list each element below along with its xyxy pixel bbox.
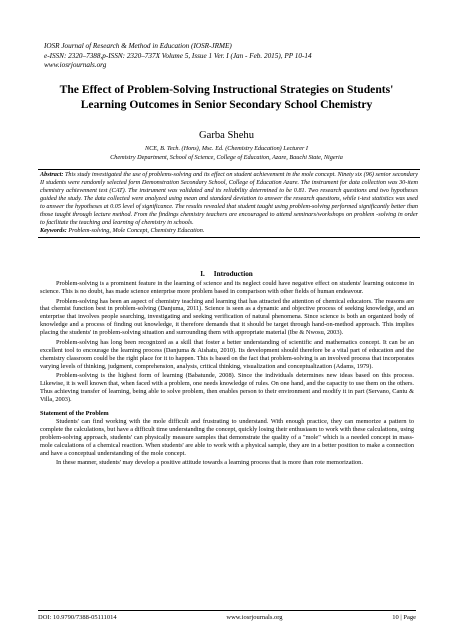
statement-heading: Statement of the Problem — [40, 410, 109, 418]
author-affiliation-block — [30, 145, 423, 162]
keywords-text: Problem-solving, Mole Concept, Chemistry Education. — [68, 227, 205, 235]
author-affiliation: Chemistry Department, School of Science, College of Education, Azare, Bauchi State, Nigeria — [110, 153, 343, 161]
author-name: Garba Shehu — [198, 130, 254, 141]
journal-issn: e-ISSN: 2320–7388,p-ISSN: 2320–737X Volume 5, Issue 1 Ver. I (Jan - Feb. 2015), PP 10-14 — [44, 51, 312, 60]
intro-paragraph-2: Problem-solving has been an aspect of chemistry teaching and learning that has attracted the attention of chemical educators. The reasons are that chemist function best in problem-solving (Danjuma, 2011). Science is seen as a dynamic and objective process of seeking knowledge, and an enterprise that involves people searching, investigating and seeking verification of natural phenomena. Since science is both an organized body of knowledge and a process of finding out knowledge, it therefore demands that it should be target through hand-on-method approach. This implies placing the students' in problem-solving situation and surrounding them with appropriate material (Ibe & Nwosu, 2003). — [40, 297, 414, 337]
footer-page-number: 10 | Page — [392, 614, 416, 621]
page-footer — [38, 610, 416, 621]
journal-header — [44, 42, 424, 71]
intro-paragraph-4: Problem-solving is the highest form of learning (Babatunde, 2008). Since the individuals determines new ideas based on this process. Likewise, it is well known that, when faced with a problem, one needs knowledge of rules. On one hand, and the capacity to use them on the others. Thus achieving transfer of learning, being able to solve problem, then enables person to their environment and modify it in part (Servano, Cantu & Villa, 2003). — [40, 372, 414, 404]
keywords-label: Keywords: — [40, 227, 67, 235]
body-text — [40, 280, 414, 469]
journal-url[interactable]: www.iosrjournals.org — [44, 61, 107, 70]
footer-doi[interactable]: DOI: 10.9790/7388-05111014 — [38, 614, 117, 621]
keywords — [40, 227, 418, 235]
statement-paragraph-1: Students' can find working with the mole difficult and frustrating to understand. With enough practice, they can memorize a pattern to complete the calculations, but have a difficult time understanding the concept, quickly losing their enthusiasm to work with these calculations, using problem-solving approach, students' can physically measure samples that demonstrate the quality of a "mole" which is a needed concept in mass-mole calculations of a chemical reaction. When students' are able to work with a physical sample, they are in a better position to make a connection and have a conceptual understanding of the mole concept. — [40, 418, 414, 457]
statement-paragraph-2: In these manner, students' may develop a positive attitude towards a learning process that is more than rote memorization. — [56, 459, 363, 467]
abstract-text: This study investigated the use of problems-solving and its effect on student achievement in the mole concept. Ninety six (96) senior secondary II students were randomly selected form Demonstration Secondary School, College of Education Azare. The instrument for data collection was 30-item chemistry achievement test (CAT). The instrument was validated and its reliability determined to be 0.81. Two research questions and two hypotheses guided the study. The data collected were analyzed using mean and standard deviation to answer the research questions, while t-test statistics was used to answer the hypotheses at 0.05 level of significance. The results revealed that student taught using problem-solving performed significantly better than those taught through lecture method. From the findings chemistry teachers are encouraged to attend seminars/workshops on problem -solving in order to facilitate the teaching and learning of chemistry in schools. — [40, 171, 418, 227]
abstract — [40, 171, 418, 227]
journal-name: IOSR Journal of Research & Method in Education (IOSR-JRME) — [44, 42, 232, 50]
intro-paragraph-3: Problem-solving has long been recognized as a skill that foster a better understanding of scientific and mathematics concept. It can be an excellent tool to encourage the learning process (Danjuma & Aishatu, 2010). Its development should therefore be a vital part of education and the chemistry classroom could be the right place for it to happen. This is based on the fact that problem-solving is an involved process that incorporates varying levels of thinking, judgment, comprehension, analysis, critical thinking, visualization and conceptualization (Adams, 1979). — [40, 338, 414, 370]
footer-site[interactable]: www.iosrjournals.org — [226, 614, 283, 621]
abstract-box — [38, 169, 420, 238]
intro-paragraph-1: Problem-solving is a prominent feature in the learning of science and its neglect could have negative effect on students' learning outcome in science. This is no doubt, has made science enterprise more problem based in comparison with other fields of human endeavour. — [40, 280, 414, 295]
abstract-label: Abstract: — [40, 171, 64, 178]
author-credentials: NCE, B. Tech. (Hons), Msc. Ed. (Chemistry Education) Lecturer I — [145, 145, 308, 152]
paper-title: The Effect of Problem-Solving Instructional Strategies on Students' Learning Outcomes in Senior Secondary School Chemistry — [59, 83, 394, 111]
section-heading-introduction: I. Introduction — [200, 270, 253, 278]
